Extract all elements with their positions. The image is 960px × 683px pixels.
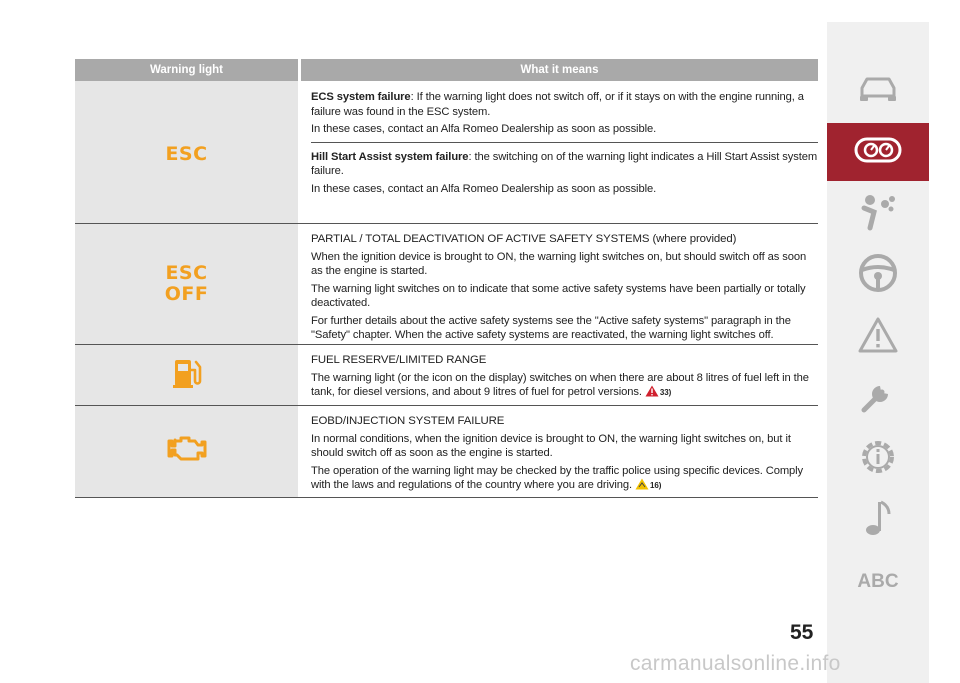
table-row: [75, 224, 818, 345]
sidebar-item-safety[interactable]: [827, 185, 929, 243]
engine-icon: [166, 434, 208, 469]
steering-wheel-icon: [857, 252, 899, 299]
reference-number: 33): [659, 388, 672, 397]
airbag-safety-icon: [858, 192, 898, 237]
fuel-pump-icon: [170, 356, 204, 395]
meaning-cell: [298, 406, 818, 497]
index-abc-icon: ABC: [857, 571, 899, 592]
entry-text: In these cases, contact an Alfa Romeo Dealership as soon as possible.: [311, 182, 657, 195]
sidebar-item-driving[interactable]: [827, 246, 929, 304]
entry-heading: EOBD/INJECTION SYSTEM FAILURE: [311, 415, 505, 427]
sidebar-item-index[interactable]: [827, 553, 929, 611]
wrench-icon: [858, 376, 898, 421]
chapter-sidebar: [827, 22, 929, 683]
warning-triangle-red-icon: [645, 385, 659, 402]
entry-text: For further details about the active safety systems see the "Active safety systems" paragraph in the "Safety" chapter. When the active safety systems are reactivated, the warning light switches off.: [311, 314, 791, 341]
entry-text: In normal conditions, when the ignition device is brought to ON, the warning light switches on, but it should switch off as soon as the engine is started.: [311, 432, 791, 459]
esc-off-icon-line2: OFF: [164, 283, 209, 305]
entry: [311, 406, 818, 501]
page-number: 55: [790, 621, 814, 644]
entry-text: The warning light switches on to indicate that some active safety systems have been partially or totally deactivated.: [311, 282, 806, 309]
meaning-cell: [298, 345, 818, 405]
sidebar-item-maintenance[interactable]: [827, 369, 929, 427]
meaning-cell: [298, 81, 818, 223]
warning-triangle-yellow-icon: [635, 478, 649, 495]
car-icon: [856, 74, 900, 109]
warning-light-cell: [75, 81, 298, 223]
table-header: [75, 59, 818, 81]
header-warning-light: Warning light: [75, 59, 298, 81]
warning-lights-table: [75, 59, 818, 498]
table-row: [75, 345, 818, 406]
dashboard-gauges-icon: [854, 136, 902, 169]
entry-text: In these cases, contact an Alfa Romeo Dealership as soon as possible.: [311, 123, 657, 135]
technical-data-gear-icon: [857, 436, 899, 483]
header-what-it-means: What it means: [301, 59, 818, 81]
warning-light-cell: [75, 406, 298, 497]
sidebar-item-multimedia[interactable]: [827, 491, 929, 549]
esc-off-icon-line1: ESC: [165, 262, 208, 284]
table-row: [75, 406, 818, 498]
entry-text: : the switching on of the warning light indicates a Hill Start Assist system failure.: [311, 150, 818, 177]
esc-off-icon: [165, 263, 209, 305]
entry-title: ECS system failure: [311, 91, 411, 103]
entry-text: The operation of the warning light may be checked by the traffic police using specific devices. Comply with the laws and regulations of the country where you are driving.: [311, 464, 804, 491]
reference-number: 16): [650, 481, 662, 490]
entry: [311, 224, 818, 349]
entry-text: The warning light (or the icon on the display) switches on when there are about 8 litres of fuel left in the tank, for diesel versions, and about 9 litres of fuel for petrol versions.: [311, 371, 809, 398]
entry-hill-start-failure: [311, 142, 818, 203]
warning-triangle-icon: [857, 316, 899, 359]
entry-text-with-ref: [311, 371, 818, 402]
watermark: carmanualsonline.info: [630, 652, 841, 675]
warning-light-cell: [75, 345, 298, 405]
entry-heading: FUEL RESERVE/LIMITED RANGE: [311, 354, 487, 366]
sidebar-item-dashboard[interactable]: [827, 123, 929, 181]
entry-heading: PARTIAL / TOTAL DEACTIVATION OF ACTIVE SAFETY SYSTEMS (where provided): [311, 233, 737, 245]
sidebar-item-car[interactable]: [827, 62, 929, 120]
esc-icon: ESC: [165, 142, 208, 165]
entry-text-with-ref: [311, 464, 818, 495]
table-row: [75, 81, 818, 224]
entry-esc-failure: [311, 81, 818, 142]
entry-title: Hill Start Assist system failure: [311, 150, 469, 163]
meaning-cell: [298, 224, 818, 344]
entry-text: When the ignition device is brought to ON, the warning light switches on, but should switch off as soon as the engine is started.: [311, 250, 807, 277]
warning-light-cell: [75, 224, 298, 344]
sidebar-item-emergency[interactable]: [827, 308, 929, 366]
sidebar-item-technical-data[interactable]: [827, 430, 929, 488]
entry: [311, 345, 818, 408]
entry-text: : If the warning light does not switch off, or if it stays on with the engine running, a failure was found in the ESC system.: [311, 91, 804, 118]
music-note-icon: [863, 498, 893, 543]
